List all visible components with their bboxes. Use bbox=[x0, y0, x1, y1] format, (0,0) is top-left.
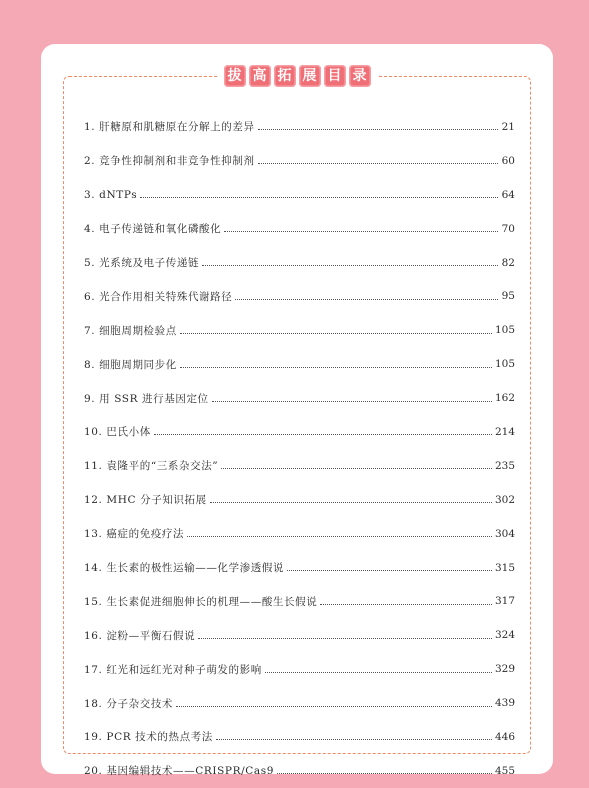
toc-entry-label: 19. PCR 技术的热点考法 bbox=[84, 731, 213, 744]
dot-leader bbox=[140, 197, 498, 198]
toc-entry[interactable] bbox=[84, 686, 515, 720]
dot-leader bbox=[176, 706, 492, 707]
toc-entry-page: 70 bbox=[501, 222, 515, 235]
toc-entry[interactable] bbox=[84, 313, 515, 347]
dot-leader bbox=[224, 231, 498, 232]
toc-entry-label: 2. 竞争性抑制剂和非竞争性抑制剂 bbox=[84, 155, 255, 168]
toc-title-badges bbox=[218, 65, 377, 87]
toc-entry[interactable] bbox=[84, 415, 515, 449]
toc-entry-page: 95 bbox=[501, 290, 515, 303]
title-char: 目 bbox=[324, 65, 346, 87]
dot-leader bbox=[221, 468, 492, 469]
title-char: 录 bbox=[349, 65, 371, 87]
toc-entry-label: 8. 细胞周期同步化 bbox=[84, 358, 177, 371]
toc-entry[interactable] bbox=[84, 754, 515, 788]
toc-entry[interactable] bbox=[84, 551, 515, 585]
toc-entry[interactable] bbox=[84, 618, 515, 652]
toc-entry-page: 315 bbox=[494, 561, 515, 574]
dot-leader bbox=[258, 163, 498, 164]
toc-entry[interactable] bbox=[84, 483, 515, 517]
toc-entry-label: 9. 用 SSR 进行基因定位 bbox=[84, 392, 209, 405]
toc-entry-page: 214 bbox=[494, 425, 515, 438]
toc-entry-label: 5. 光系统及电子传递链 bbox=[84, 257, 200, 269]
dot-leader bbox=[180, 367, 492, 368]
toc-entry[interactable] bbox=[84, 584, 515, 618]
toc-entry-page: 304 bbox=[494, 527, 515, 540]
title-char: 高 bbox=[249, 65, 271, 87]
toc-entry-label: 13. 癌症的免疫疗法 bbox=[84, 528, 185, 541]
toc-entry-label: 11. 袁隆平的“三系杂交法” bbox=[84, 460, 219, 473]
toc-list bbox=[84, 110, 515, 788]
toc-entry[interactable] bbox=[84, 144, 515, 178]
dot-leader bbox=[212, 401, 492, 402]
toc-entry-label: 1. 肝糖原和肌糖原在分解上的差异 bbox=[84, 121, 255, 134]
dot-leader bbox=[210, 502, 492, 503]
toc-entry-page: 64 bbox=[501, 188, 515, 201]
toc-entry[interactable] bbox=[84, 652, 515, 686]
dot-leader bbox=[235, 299, 498, 300]
toc-entry[interactable] bbox=[84, 517, 515, 551]
toc-entry-label: 15. 生长素促进细胞伸长的机理——酸生长假说 bbox=[84, 595, 318, 608]
toc-entry[interactable] bbox=[84, 720, 515, 754]
toc-entry-page: 439 bbox=[494, 697, 515, 710]
dot-leader bbox=[180, 333, 492, 334]
toc-entry-page: 317 bbox=[494, 595, 515, 608]
toc-entry-page: 105 bbox=[494, 358, 515, 371]
dot-leader bbox=[265, 672, 492, 673]
toc-entry-label: 17. 红光和远红光对种子萌发的影响 bbox=[84, 663, 262, 676]
toc-entry-page: 105 bbox=[494, 324, 515, 337]
dot-leader bbox=[320, 604, 492, 605]
title-char: 拔 bbox=[224, 65, 246, 87]
toc-entry-page: 82 bbox=[501, 256, 515, 269]
toc-entry-page: 60 bbox=[501, 154, 515, 167]
toc-entry-label: 12. MHC 分子知识拓展 bbox=[84, 494, 207, 507]
toc-entry[interactable] bbox=[84, 347, 515, 381]
toc-entry[interactable] bbox=[84, 110, 515, 144]
toc-title bbox=[64, 65, 530, 87]
dot-leader bbox=[277, 773, 492, 774]
dot-leader bbox=[198, 638, 492, 639]
toc-frame bbox=[63, 68, 531, 778]
toc-entry-label: 7. 细胞周期检验点 bbox=[84, 324, 177, 337]
toc-entry-page: 162 bbox=[494, 392, 515, 405]
toc-entry-page: 446 bbox=[494, 730, 515, 743]
toc-entry-page: 455 bbox=[494, 764, 515, 777]
toc-entry-label: 18. 分子杂交技术 bbox=[84, 697, 174, 710]
toc-entry[interactable] bbox=[84, 212, 515, 246]
toc-entry-page: 302 bbox=[494, 493, 515, 506]
toc-entry[interactable] bbox=[84, 279, 515, 313]
dot-leader bbox=[287, 570, 492, 571]
title-char: 拓 bbox=[274, 65, 296, 87]
toc-entry-label: 4. 电子传递链和氧化磷酸化 bbox=[84, 223, 222, 236]
toc-entry-label: 14. 生长素的极性运输——化学渗透假说 bbox=[84, 562, 285, 575]
dot-leader bbox=[154, 434, 492, 435]
toc-entry-label: 16. 淀粉—平衡石假说 bbox=[84, 629, 196, 642]
toc-entry-page: 324 bbox=[494, 629, 515, 642]
toc-entry-page: 21 bbox=[501, 120, 515, 133]
title-char: 展 bbox=[299, 65, 321, 87]
toc-entry[interactable] bbox=[84, 178, 515, 212]
toc-entry-label: 6. 光合作用相关特殊代谢路径 bbox=[84, 290, 233, 303]
toc-entry[interactable] bbox=[84, 246, 515, 280]
dot-leader bbox=[258, 129, 498, 130]
dot-leader bbox=[187, 536, 492, 537]
toc-entry[interactable] bbox=[84, 381, 515, 415]
toc-entry-page: 235 bbox=[494, 459, 515, 472]
dot-leader bbox=[216, 739, 492, 740]
toc-entry-page: 329 bbox=[494, 663, 515, 676]
dot-leader bbox=[202, 265, 498, 266]
toc-page bbox=[41, 44, 553, 778]
toc-entry-label: 3. dNTPs bbox=[84, 188, 138, 201]
toc-entry-label: 10. 巴氏小体 bbox=[84, 426, 151, 439]
toc-entry[interactable] bbox=[84, 449, 515, 483]
toc-entry-label: 20. 基因编辑技术——CRISPR/Cas9 bbox=[84, 765, 274, 778]
